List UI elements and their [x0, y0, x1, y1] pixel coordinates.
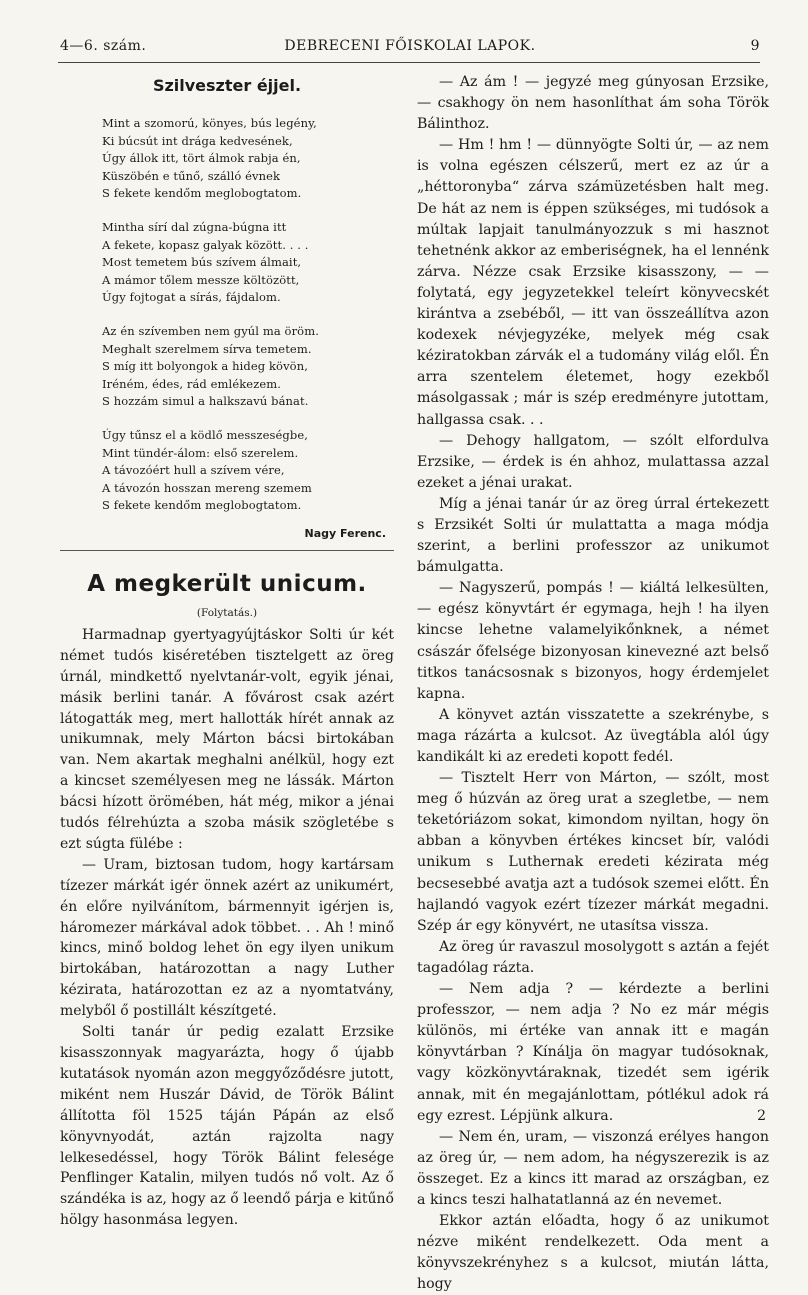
journal-title: DEBRECENI FŐISKOLAI LAPOK.	[284, 38, 536, 54]
poem-line: Meghalt szerelmem sírva temetem.	[102, 341, 312, 356]
paragraph: Míg a jénai tanár úr az öreg úrral értekezett s Erzsikét Solti úr mulattatta a maga módja szerint, a berlini professzor az unikumot bámulgatta.	[417, 495, 769, 576]
poem-line: Küszöbén e tűnő, szálló évnek	[102, 168, 281, 183]
poem-stanza	[102, 427, 394, 515]
signature-number: 2	[757, 1108, 766, 1124]
poem-line: Mint tündér-álom: első szerelem.	[102, 445, 299, 460]
story-text-right	[417, 72, 769, 1295]
continued-note: (Folytatás.)	[196, 606, 258, 619]
poem-line: Úgy állok itt, tört álmok rabja én,	[102, 151, 301, 166]
poem-line: Ki búcsút int drága kedvesének,	[102, 133, 293, 148]
paragraph: — Tisztelt Herr von Márton, — szólt, most meg ő húzván az öreg urat a szegletbe, — nem teketóriázom sokat, kimondom nyiltan, hogy ön abban a könyvben értékes kincset bír, valódi unikum s Luthernak eredeti kézirata még becsesebbé avatja azt a tudósok szemei előtt. Én hajlandó vagyok ezért tízezer márkát megadni. Szép ár egy könyvért, ne utasítsa vissza.	[417, 770, 769, 934]
paragraph: — Nagyszerű, pompás ! — kiáltá lelkesülten, — egész könyvtárt ér egymaga, hejh ! ha ilyen kincse lehetne valamelyikőnknek, a német császár őfelsége bizonyosan kinevezné azt belső titkos tanácsosnak s bizonyos, hogy érdemjelet kapna.	[417, 580, 769, 702]
paragraph: Az öreg úr ravaszul mosolygott s aztán a fejét tagadólag rázta.	[417, 938, 769, 976]
story-title: A megkerült unicum.	[87, 570, 367, 597]
paragraph: — Nem én, uram, — viszonzá erélyes hangon az öreg úr, — nem adom, ha négyszerezik is az összeget. Ez a kincs itt marad az országban, ez a kincs teszi halhatatlanná az én nevemet.	[417, 1128, 769, 1208]
issue-number: 4—6. szám.	[60, 38, 147, 54]
running-header	[60, 38, 760, 62]
poem-line: A mámor tőlem messze költözött,	[102, 272, 300, 287]
paragraph: — Nem adja ? — kérdezte a berlini professzor, — nem adja ? No ez már mégis különös, mi értéke van annak itt e magán könyvtárban ? Kínálja ön magyar tudósoknak, vagy közkönyvtáraknak, tizedét sem igérik annak, mit én megajánlottam, pótlékul adok rá egy ezrest. Lépjünk alkura.	[417, 981, 769, 1124]
paragraph: Ekkor aztán előadta, hogy ő az unikumot nézve miként rendelkezett. Oda ment a könyvszekrényhez s a kulcsot, miután látta, hogy	[417, 1213, 769, 1293]
poem-line: Mint a szomorú, könyes, bús legény,	[102, 116, 317, 130]
page-number: 9	[750, 38, 760, 54]
story-text-left	[60, 625, 394, 1231]
paragraph: — Az ám ! — jegyzé meg gúnyosan Erzsike, — csakhogy ön nem hasonlíthat ám soha Török Bálinthoz.	[417, 74, 769, 133]
poem-line: A fekete, kopasz galyak között. . . .	[102, 237, 309, 252]
poem-line: Az én szívemben nem gyúl ma öröm.	[102, 323, 319, 338]
paragraph: A könyvet aztán visszatette a szekrénybe, s maga rázárta a kulcsot. Az üvegtábla alól úgy kandikált ki az eredeti kopott fedél.	[417, 706, 769, 765]
poem-line: Mintha sírí dal zúgna-búgna itt	[102, 219, 287, 234]
poem-line: Iréném, édes, rád emlékezem.	[102, 376, 282, 391]
right-column	[417, 72, 769, 1293]
section-divider	[60, 550, 394, 551]
poem-line: A távozón hosszan mereng szemem	[102, 480, 312, 495]
paragraph: — Hm ! hm ! — dünnyögte Solti úr, — az nem is volna egészen célszerű, mert ez az úr a „héttoronyba“ zárva számüzetésben halt meg. De hát az nem is éppen szükséges, mi tudósok a múltak lapjait tanulmányozzuk s mi hasznot tehetnénk akkor az emberiségnek, ha el lennénk zárva. Nézze csak Erzsike kisasszony, — — folytatá, egy jegyzetekkel teleírt könyvecskét kirántva a zsebéből, — itt van összeállítva azon kodexek névjegyzéke, melyek még csak kéziratokban zárvák el a tudomány világ elől. Én arra szentelem életemet, hogy ezekből másolgassak ; már is szép eredményre jutottam, hallgassa csak. . .	[417, 137, 769, 428]
poem-author: Nagy Ferenc.	[304, 526, 386, 540]
poem-title: Szilveszter éjjel.	[152, 76, 302, 95]
header-rule	[58, 62, 760, 63]
paragraph: — Dehogy hallgatom, — szólt elfordulva Erzsike, — érdek is én ahhoz, mulattassa azzal ezeket a jénai urakat.	[417, 432, 769, 491]
poem-stanza	[102, 323, 394, 411]
poem-line: Úgy fojtogat a sírás, fájdalom.	[102, 290, 281, 305]
poem-stanza	[102, 115, 394, 203]
poem-line: A távozóért hull a szívem vére,	[102, 463, 285, 478]
poem-line: S hozzám simul a halkszavú bánat.	[102, 394, 309, 409]
paragraph: — Uram, biztosan tudom, hogy kartársam tízezer márkát igér önnek azért az unikumért, én előre nyilvánítom, bármennyit igérjen is, háromezer márkával adok többet. . . Ah ! minő kincs, minő boldog lehet ön egy ilyen unikum birtokában, határozottan a nagy Luther kézirata, határozottan ez az a nyomtatvány, melyből ő postillált készítgeté.	[60, 856, 394, 1020]
poem-line: S fekete kendőm meglobogtatom.	[102, 498, 302, 513]
paragraph: Solti tanár úr pedig ezalatt Erzsike kisasszonnyak magyarázta, hogy ő újabb kutatások nyomán azon meggyőződésre jutott, miként nem Huszár Dávid, de Török Bálint állította föl 1525 táján Pápán az első könyvnyodát, aztán rajzolta nagy lelkesedéssel, hogy Török Bálint felesége Penflinger Katalin, milyen tudós nő volt. Az ő szándéka is az, hogy az ő leendő párja e kitűnő hölgy hasonmása legyen.	[60, 1024, 394, 1229]
poem-stanza	[102, 219, 394, 307]
poem-line: Úgy tűnsz el a ködlő messzeségbe,	[102, 427, 308, 442]
left-column	[60, 72, 394, 1229]
poem-line: S fekete kendőm meglobogtatom.	[102, 186, 302, 201]
paragraph: Harmadnap gyertyagyújtáskor Solti úr két német tudós kiséretében tisztelgett az öreg úrnál, mindkettő nyelvtanár-volt, egyik jénai, másik berlini tanár. A fővárost csak azért látogatták meg, mert hallották hírét annak az unikumnak, mely Márton bácsi birtokában van. Nem akartak meghalni anélkül, hogy ezt a kincset személyesen meg ne lássák. Márton bácsi hízott örömében, hát még, mikor a jénai tudós félrehúzta a szoba másik szögletébe s ezt súgta fülébe :	[60, 626, 394, 852]
poem-line: Most temetem bús szívem álmait,	[102, 255, 302, 270]
poem-line: S míg itt bolyongok a hideg kövön,	[102, 359, 308, 374]
